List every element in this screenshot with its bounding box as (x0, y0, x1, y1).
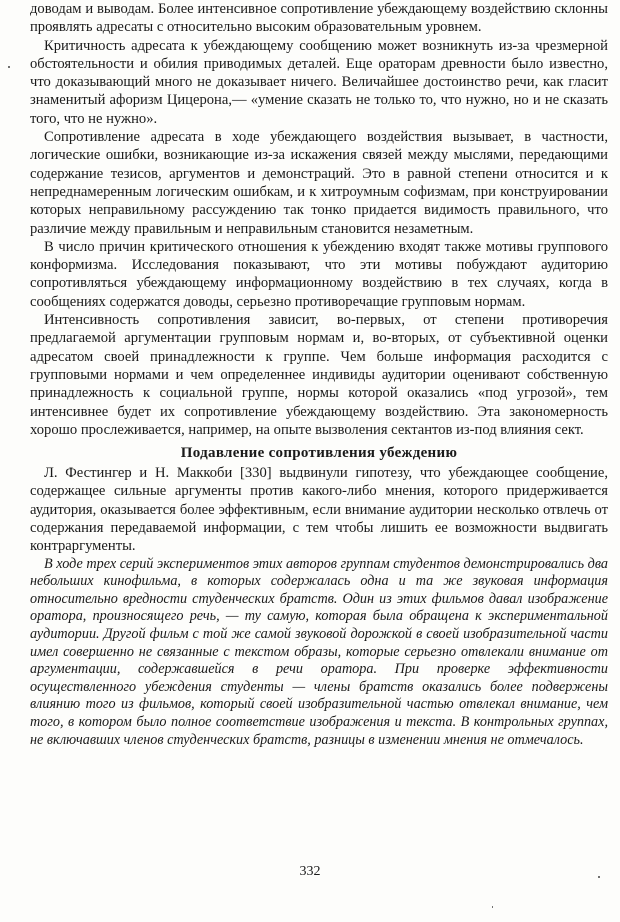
paragraph-group-conformism: В число причин критического отношения к убеждению входят также мотивы группового конформизма. Исследования показывают, что эти мотивы побуждают аудиторию сопротивляться убеждающему информационному воздействию в тех случаях, когда в сообщениях содержатся доводы, серьезно противоречащие групповым нормам. (30, 238, 608, 310)
section-heading: Подавление сопротивления убеждению (180, 445, 458, 462)
scan-speck (492, 906, 493, 908)
page-number: 332 (299, 864, 321, 879)
paragraph-resistance-intensity: Интенсивность сопротивления зависит, во-первых, от степени противоречия предлагаемой аргументации групповым нормам и, во-вторых, от субъективной оценки адресатом своей принадлежности к группе. Чем больше информация расходится с групповыми нормами и чем определеннее индивиды аудитории оценивают собственную принадлежность к социальной группе, нормы которой оказались «под угрозой», тем интенсивнее будет их сопротивление убеждающему воздействию. Эта закономерность хорошо прослеживается, например, на опыте вызволения сектантов из-под влияния сект. (30, 312, 608, 438)
paragraph-experiment-italic: В ходе трех серий экспериментов этих авторов группам студентов демонстрировались два небольших кинофильма, в которых содержалась одна и та же звуковая информация относительно вредности студенческих братств. Один из этих фильмов давал изображение оратора, произносящего речь, — ту самую, которая была обращена к экспериментальной аудитории. Другой фильм с той же самой звуковой дорожкой в своей изобразительной части имел совершенно не связанные с текстом образы, которые серьезно отвлекали внимание от аргументации, содержавшейся в речи оратора. При проверке эффективности осуществленного убеждения студенты — члены братств оказались более подвержены влиянию того из фильмов, который своей изобразительной частью отвлекал внимание, чем того, в котором было полное соответствие изображения и текста. В контрольных группах, не включавших членов студенческих братств, разницы в изменении мнения не отмечалось. (30, 555, 608, 748)
text-column (30, 0, 608, 749)
paragraph-logical-errors: Сопротивление адресата в ходе убеждающего воздействия вызывает, в частности, логические ошибки, возникающие из-за искажения связей между мыслями, передающими содержание тезисов, аргументов и демонстраций. Это в равной степени относится и к непреднамеренным логическим ошибкам, и к хитроумным софизмам, при конструировании которых неправильному рассуждению так тонко придается видимость правильного, что различие между правильным и неправильным становится незаметным. (30, 129, 608, 237)
scan-speck (8, 66, 10, 68)
paragraph-continuation: доводам и выводам. Более интенсивное сопротивление убеждающему воздействию склонны проявлять адресаты с относительно высоким образовательным уровнем. (30, 1, 608, 36)
paragraph-festinger-hypothesis: Л. Фестингер и Н. Маккоби [330] выдвинули гипотезу, что убеждающее сообщение, содержащее сильные аргументы против какого-либо мнения, которого придерживается аудитория, оказывается более эффективным, если внимание аудитории несколько отвлечь от содержания передаваемой информации, с тем чтобы лишить ее возможности выдвигать контраргументы. (30, 465, 608, 555)
scan-speck (598, 876, 600, 878)
paragraph-criticality: Критичность адресата к убеждающему сообщению может возникнуть из-за чрезмерной обстоятельности и обилия приводимых деталей. Еще ораторам древности было известно, что доказывающий много не доказывает ничего. Величайшее достоинство речи, как гласит знаменитый афоризм Цицерона,— «умение сказать не только то, что нужно, но и не сказать того, что не нужно». (30, 37, 608, 127)
